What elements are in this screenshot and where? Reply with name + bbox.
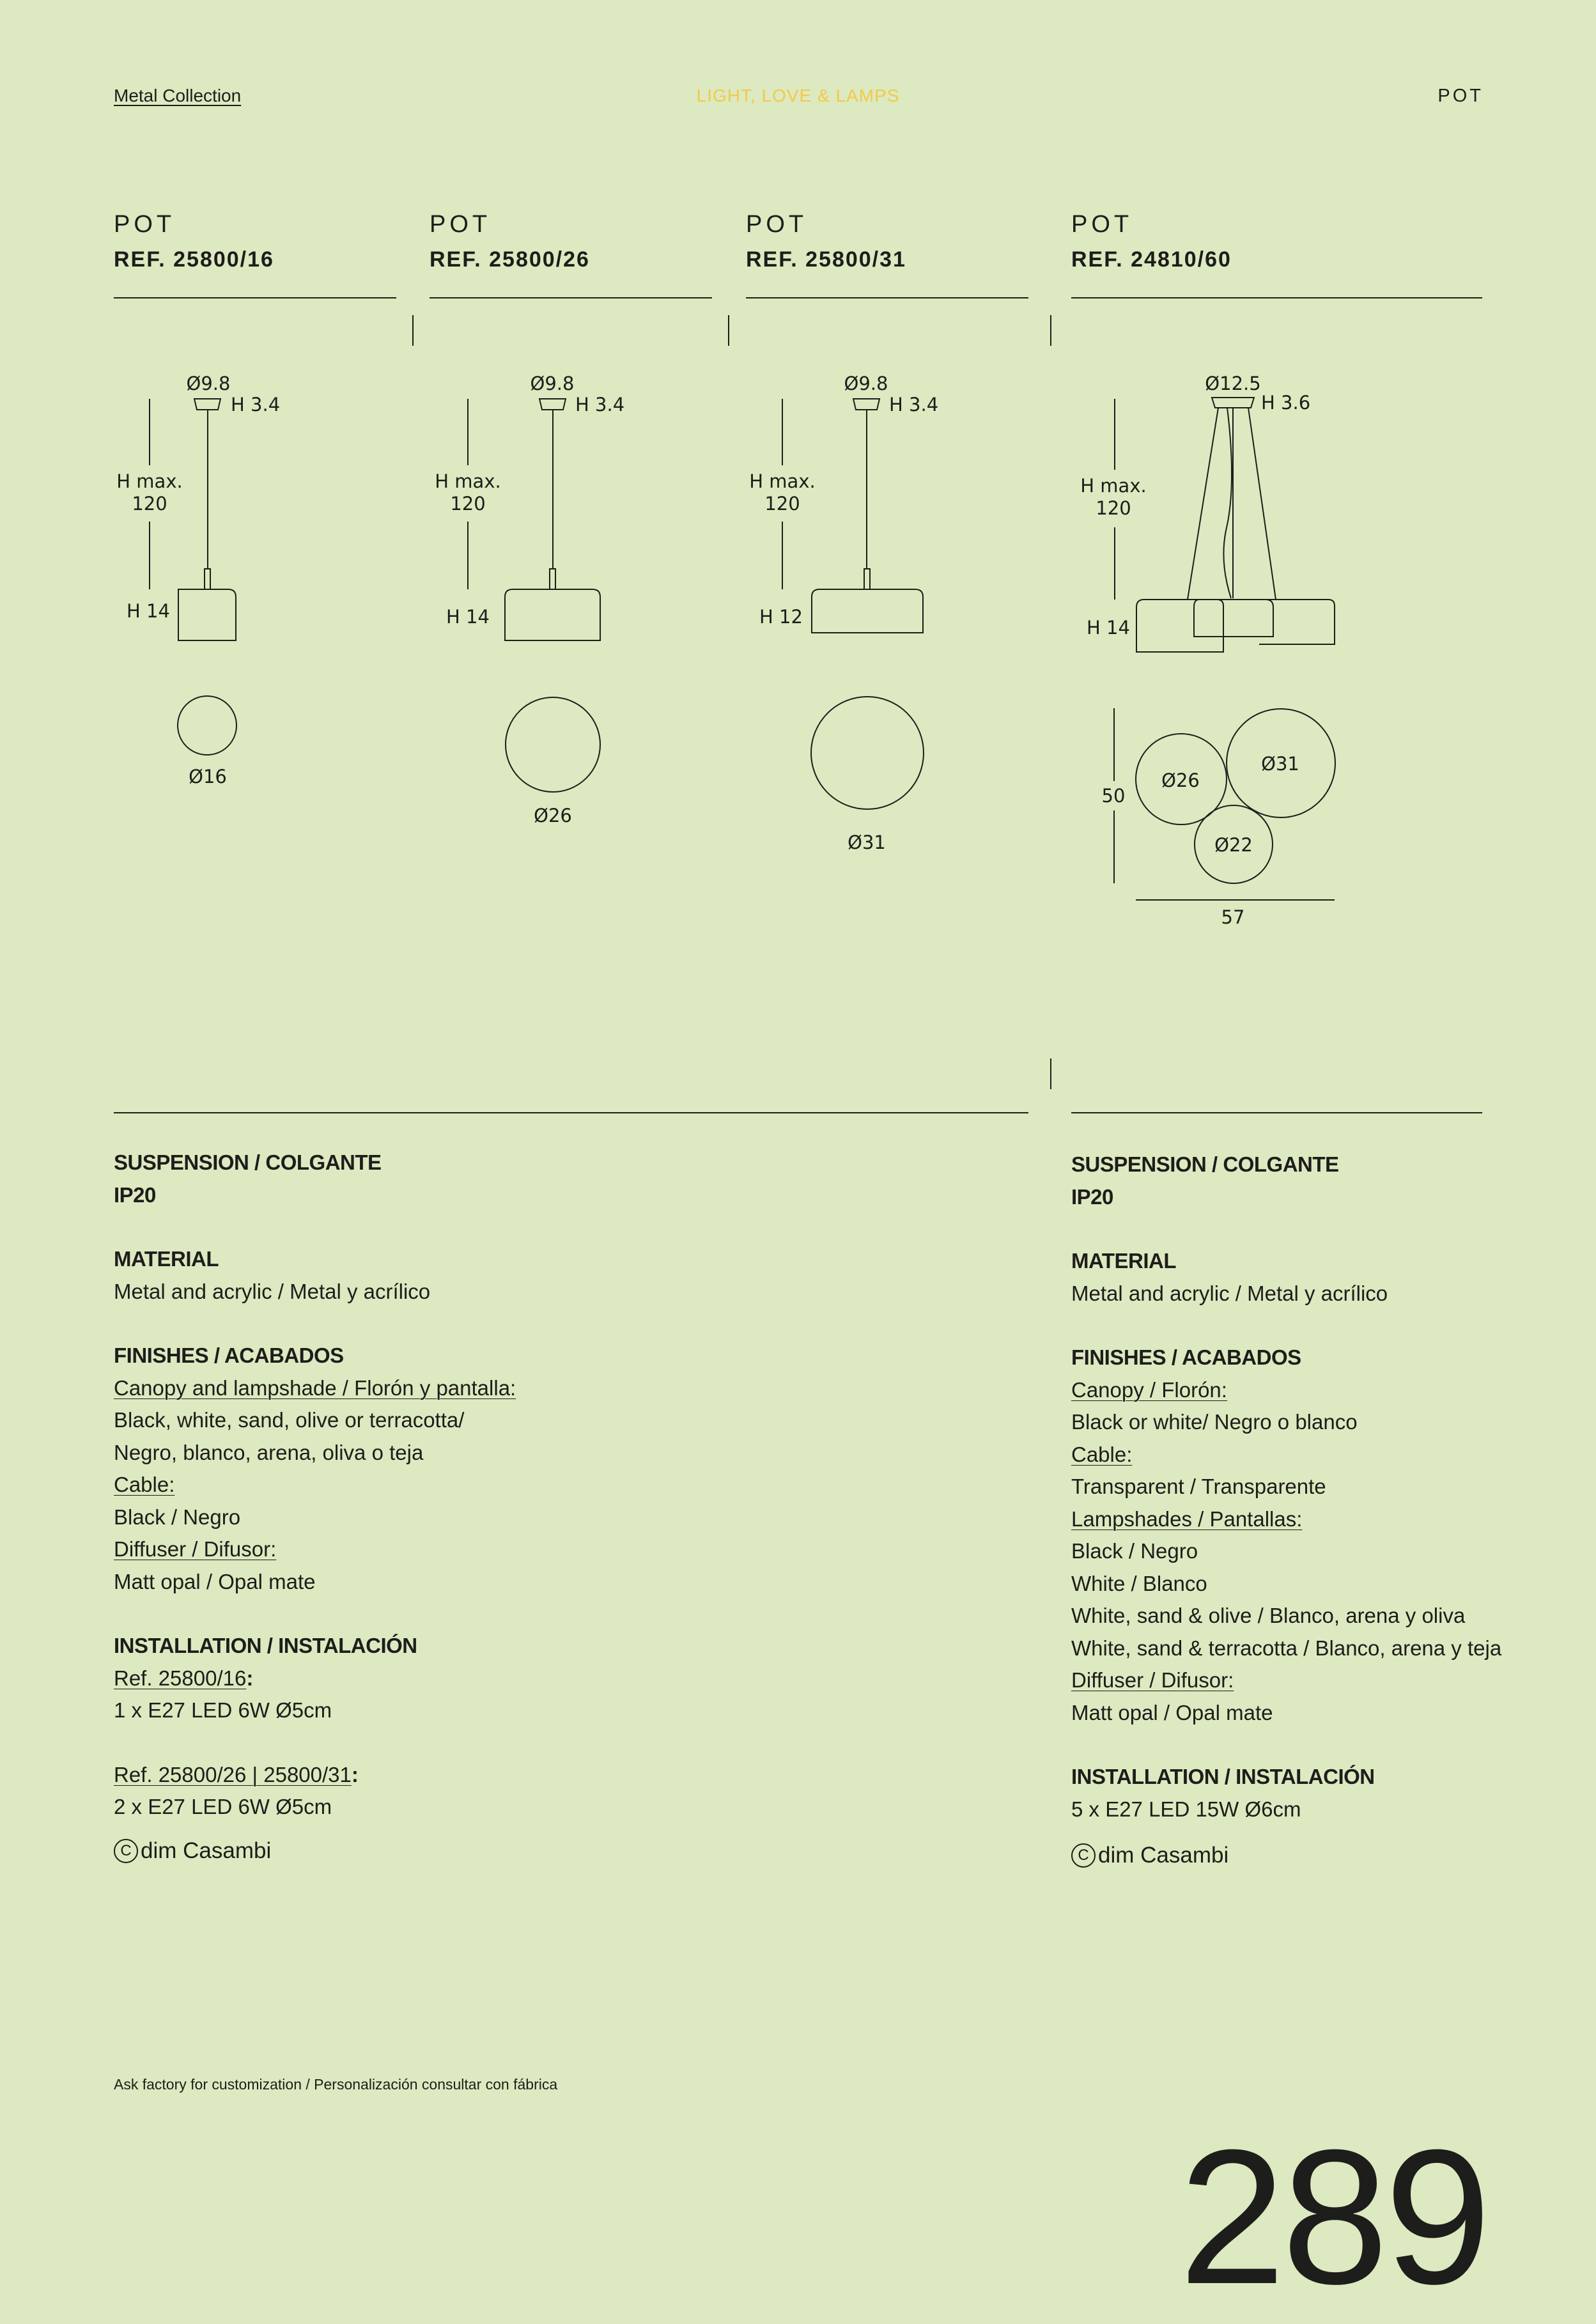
dim-hmax: H max. (749, 470, 816, 492)
installation-heading: INSTALLATION / INSTALACIÓN (114, 1634, 417, 1657)
product-name: POT (430, 211, 492, 238)
dim-shade-d: Ø31 (848, 832, 886, 853)
dim-canopy-d: Ø9.8 (530, 373, 575, 394)
cable-value: Transparent / Transparente (1071, 1475, 1326, 1498)
shade-plan-circle (506, 697, 600, 792)
mount-type: SUSPENSION / COLGANTE (1071, 1152, 1339, 1176)
dim-hmax: H max. (116, 470, 183, 492)
dim-width: 57 (1221, 906, 1245, 928)
drawing-24810-60 (1080, 373, 1335, 928)
canopy-shape (1212, 398, 1254, 408)
product-ref: REF. 25800/31 (746, 247, 906, 272)
page-number: 289 (1179, 2109, 1487, 2324)
lampshade-shape (812, 589, 923, 633)
dim-d-c: Ø22 (1214, 834, 1253, 856)
install-value: 5 x E27 LED 15W Ø6cm (1071, 1797, 1301, 1821)
product-name: POT (1071, 211, 1133, 238)
dim-d-a: Ø26 (1161, 770, 1200, 791)
diffuser-value: Matt opal / Opal mate (114, 1569, 316, 1593)
dim-canopy-d: Ø9.8 (844, 373, 888, 394)
canopy-label: Canopy and lampshade / Florón y pantalla: (114, 1375, 516, 1400)
canopy-shape (853, 399, 879, 410)
canopy-value: Black or white/ Negro o blanco (1071, 1410, 1358, 1434)
casambi-badge (1071, 1840, 1501, 1872)
product-ref: REF. 25800/16 (114, 247, 274, 272)
dim-d-b: Ø31 (1261, 753, 1299, 775)
casambi-icon: C (114, 1839, 138, 1863)
shade-plan-circle (178, 696, 236, 755)
brand-tagline: LIGHT, LOVE & LAMPS (696, 86, 900, 105)
dim-hmax: H max. (1080, 475, 1147, 497)
dim-hmax-val: 120 (1096, 497, 1131, 519)
dim-shade-h: H 12 (759, 606, 803, 628)
ip-rating: IP20 (114, 1182, 156, 1207)
material-heading: MATERIAL (1071, 1249, 1177, 1273)
cable-label: Cable: (1071, 1442, 1133, 1466)
dim-shade-d: Ø26 (534, 805, 572, 826)
lampshade-shape (1194, 600, 1273, 637)
product-name: POT (114, 211, 176, 238)
finishes-heading: FINISHES / ACABADOS (1071, 1345, 1301, 1369)
spec-right (1071, 1149, 1501, 1872)
canopy-shape (539, 399, 566, 410)
column-separator (1050, 1058, 1051, 1089)
diffuser-label: Diffuser / Difusor: (1071, 1668, 1234, 1692)
diffuser-label: Diffuser / Difusor: (114, 1537, 277, 1561)
dim-hmax-val: 120 (132, 493, 167, 515)
dim-shade-h: H 14 (446, 606, 490, 628)
product-ref: REF. 25800/26 (430, 247, 590, 272)
dim-hmax: H max. (435, 470, 501, 492)
canopy-label: Canopy / Florón: (1071, 1377, 1227, 1402)
dim-shade-d: Ø16 (189, 766, 227, 787)
canopy-value: Black, white, sand, olive or terracotta/ (114, 1408, 465, 1432)
customization-note: Ask factory for customization / Personalización consultar con fábrica (114, 2076, 558, 2093)
casambi-icon: C (1071, 1843, 1096, 1868)
casambi-label: dim Casambi (1098, 1843, 1229, 1868)
install-ref: Ref. 25800/26 | 25800/31 (114, 1762, 352, 1786)
lampshade-option: White / Blanco (1071, 1571, 1207, 1595)
dim-canopy-d: Ø12.5 (1205, 373, 1261, 394)
family-title: POT (1437, 86, 1484, 106)
collection-link[interactable]: Metal Collection (114, 86, 242, 105)
dim-hmax-val: 120 (764, 493, 800, 515)
spec-left: SUSPENSION / COLGANTE IP20 MATERIAL Metal and acrylic / Metal y acrílico FINISHES / ACABADOS Canopy and lampshade / Florón y pantalla: Black, white, sand, olive or terracotta/ Negro, blanco, arena, oliva o teja Cable: Black / Negro Diffuser / Difusor: Matt opal / Opal mate INSTALLATION / INSTALACIÓN Ref. 25800/16: 1 x E27 LED 6W Ø5cm Ref. 25800/26 | 25800/31: 2 x E27 LED 6W Ø5cm C dim Casambi (114, 1147, 516, 1867)
technical-drawings (0, 0, 1596, 959)
installation-heading: INSTALLATION / INSTALACIÓN (1071, 1765, 1375, 1788)
lampshade-shape (178, 589, 236, 640)
cable-value: Black / Negro (114, 1505, 241, 1529)
drawing-25800-16 (116, 373, 280, 787)
casambi-badge (114, 1835, 516, 1868)
dim-canopy-h: H 3.4 (889, 394, 939, 415)
ip-rating: IP20 (1071, 1184, 1113, 1209)
dim-canopy-h: H 3.4 (575, 394, 625, 415)
lampshade-shape (505, 589, 600, 640)
dim-canopy-d: Ø9.8 (186, 373, 231, 394)
dim-shade-h: H 14 (1087, 617, 1130, 639)
install-ref: Ref. 25800/16 (114, 1666, 247, 1690)
casambi-label: dim Casambi (141, 1838, 272, 1863)
lampshade-shape (1217, 600, 1335, 644)
dim-shade-h: H 14 (127, 600, 170, 622)
diffuser-value: Matt opal / Opal mate (1071, 1700, 1273, 1724)
product-ref: REF. 24810/60 (1071, 247, 1232, 272)
product-name: POT (746, 211, 808, 238)
install-value: 2 x E27 LED 6W Ø5cm (114, 1795, 332, 1818)
dim-hmax-val: 120 (450, 493, 486, 515)
dim-canopy-h: H 3.4 (231, 394, 281, 415)
dim-canopy-h: H 3.6 (1261, 392, 1311, 414)
dim-depth: 50 (1101, 785, 1126, 807)
install-value: 1 x E27 LED 6W Ø5cm (114, 1698, 332, 1722)
divider (114, 1112, 1028, 1113)
canopy-shape (194, 399, 221, 410)
material-value: Metal and acrylic / Metal y acrílico (114, 1279, 431, 1303)
lampshade-shape (1136, 600, 1223, 652)
lampshade-option: White, sand & terracotta / Blanco, arena y teja (1071, 1636, 1502, 1660)
canopy-value: Negro, blanco, arena, oliva o teja (114, 1440, 424, 1464)
material-heading: MATERIAL (114, 1247, 219, 1271)
cable-label: Cable: (114, 1473, 175, 1496)
drawing-25800-26 (435, 373, 624, 826)
lampshades-label: Lampshades / Pantallas: (1071, 1507, 1303, 1531)
material-value: Metal and acrylic / Metal y acrílico (1071, 1281, 1388, 1305)
drawing-25800-31 (749, 373, 938, 853)
mount-type: SUSPENSION / COLGANTE (114, 1150, 382, 1174)
divider (1071, 1112, 1482, 1113)
finishes-heading: FINISHES / ACABADOS (114, 1344, 344, 1367)
shade-plan-circle (811, 697, 924, 809)
lampshade-option: White, sand & olive / Blanco, arena y oliva (1071, 1604, 1466, 1627)
lampshade-option: Black / Negro (1071, 1539, 1198, 1563)
